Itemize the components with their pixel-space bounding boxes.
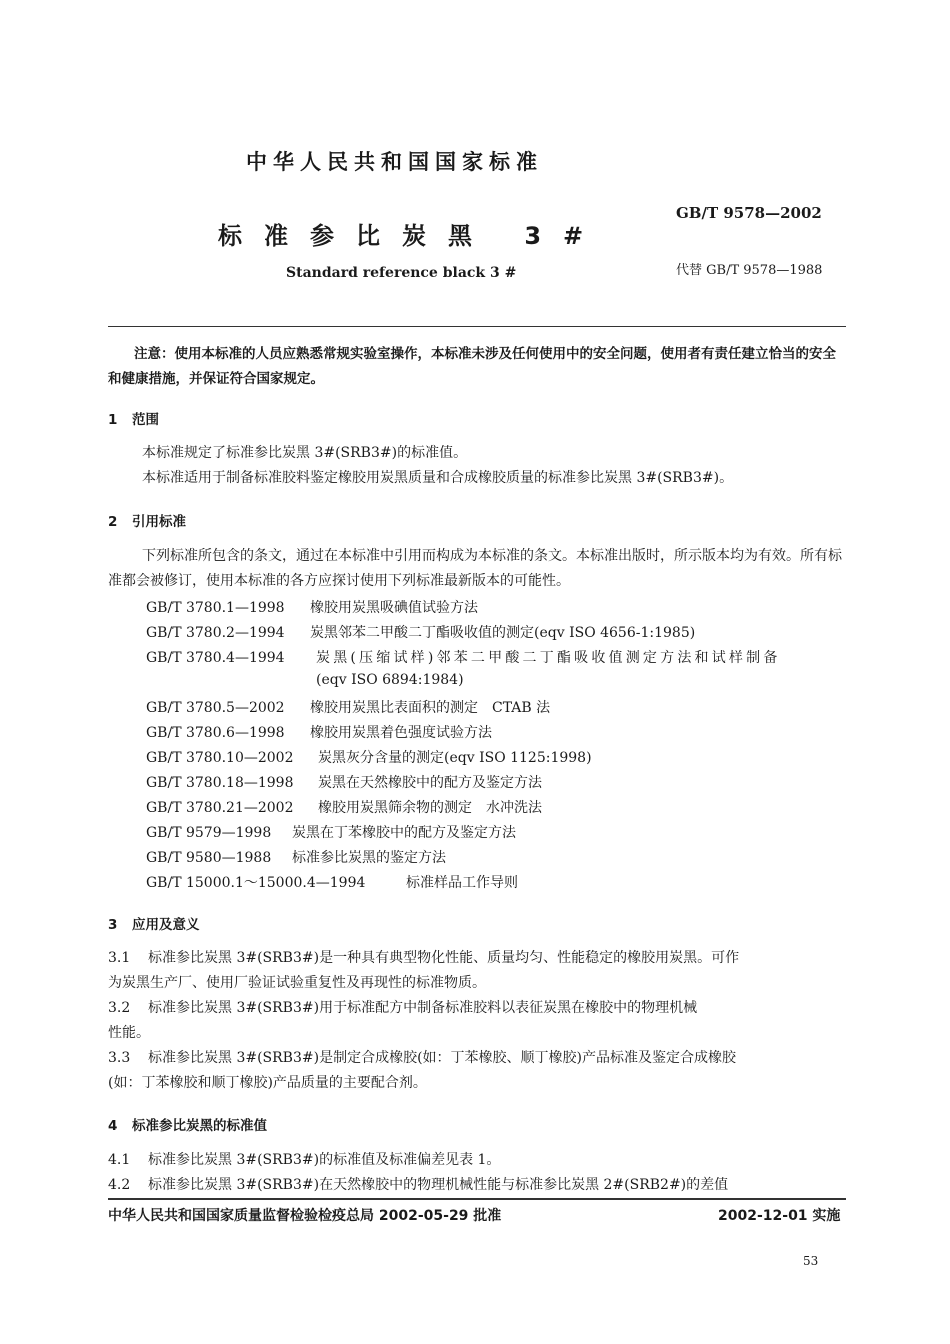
- clause-3-2-line-2: 性能。: [108, 1025, 150, 1041]
- reference-code: GB/T 3780.5—2002: [146, 700, 285, 716]
- reference-title: 炭黑在天然橡胶中的配方及鉴定方法: [318, 775, 542, 791]
- clause-number: 4.1: [108, 1152, 131, 1168]
- reference-code: GB/T 3780.1—1998: [146, 600, 285, 616]
- clause-number: 4.2: [108, 1177, 131, 1193]
- document-title-en: Standard reference black 3 #: [286, 265, 517, 281]
- section-4-heading: [108, 1114, 267, 1134]
- reference-code: GB/T 3780.6—1998: [146, 725, 285, 741]
- section-number: 2: [108, 514, 118, 530]
- reference-item: [146, 597, 478, 617]
- reference-code: GB/T 15000.1～15000.4—1994: [146, 875, 366, 891]
- reference-item: [146, 747, 592, 767]
- reference-item: [146, 847, 446, 867]
- section-2-heading: [108, 510, 186, 530]
- section-number: 3: [108, 917, 118, 933]
- reference-title-continued: (eqv ISO 6894:1984): [316, 672, 464, 688]
- reference-title: 橡胶用炭黑比表面积的测定 CTAB 法: [310, 700, 551, 716]
- clause-3-3-line-1: [108, 1047, 736, 1067]
- clause-text: 标准参比炭黑 3#(SRB3#)在天然橡胶中的物理机械性能与标准参比炭黑 2#(SRB2#)的差值: [148, 1177, 729, 1193]
- clause-text: 标准参比炭黑 3#(SRB3#)是制定合成橡胶(如：丁苯橡胶、顺丁橡胶)产品标准及鉴定合成橡胶: [148, 1050, 736, 1066]
- reference-title: 橡胶用炭黑着色强度试验方法: [310, 725, 492, 741]
- reference-item: [146, 622, 695, 642]
- reference-item: [146, 822, 516, 842]
- reference-title: 炭黑邻苯二甲酸二丁酯吸收值的测定(eqv ISO 4656-1:1985): [310, 625, 696, 641]
- reference-title: 标准参比炭黑的鉴定方法: [292, 850, 446, 866]
- header-rule: [108, 326, 846, 327]
- section-title: 标准参比炭黑的标准值: [132, 1118, 267, 1134]
- scope-line-1: 本标准规定了标准参比炭黑 3#(SRB3#)的标准值。: [142, 445, 468, 461]
- national-standard-heading: 中华人民共和国国家标准: [246, 150, 543, 174]
- reference-code: GB/T 3780.4—1994: [146, 650, 285, 666]
- standard-number: GB/T 9578—2002: [676, 204, 822, 222]
- clause-3-3-line-2: (如：丁苯橡胶和顺丁橡胶)产品质量的主要配合剂。: [108, 1075, 427, 1091]
- scope-line-2: 本标准适用于制备标准胶料鉴定橡胶用炭黑质量和合成橡胶质量的标准参比炭黑 3#(SRB3#)。: [142, 470, 734, 486]
- clause-number: 3.2: [108, 1000, 131, 1016]
- reference-item: [146, 797, 542, 817]
- reference-code: GB/T 9580—1988: [146, 850, 272, 866]
- reference-code: GB/T 3780.21—2002: [146, 800, 294, 816]
- clause-3-1-line-2: 为炭黑生产厂、使用厂验证试验重复性及再现性的标准物质。: [108, 975, 486, 991]
- safety-note: 注意：使用本标准的人员应熟悉常规实验室操作，本标准未涉及任何使用中的安全问题，使用者有责任建立恰当的安全和健康措施，并保证符合国家规定。: [108, 346, 836, 387]
- reference-item: [146, 872, 518, 892]
- clause-text: 标准参比炭黑 3#(SRB3#)是一种具有典型物化性能、质量均匀、性能稳定的橡胶用炭黑。可作: [148, 950, 740, 966]
- replaces-standard: 代替 GB/T 9578—1988: [676, 263, 823, 278]
- references-intro: 下列标准所包含的条文，通过在本标准中引用而构成为本标准的条文。本标准出版时，所示版本均为有效。所有标准都会被修订，使用本标准的各方应探讨使用下列标准最新版本的可能性。: [108, 548, 842, 589]
- section-1-heading: [108, 408, 159, 428]
- reference-code: GB/T 9579—1998: [146, 825, 272, 841]
- section-title: 引用标准: [132, 514, 186, 530]
- implementation-date: 2002-12-01 实施: [718, 1208, 841, 1224]
- section-3-heading: [108, 913, 200, 933]
- reference-title: 炭黑在丁苯橡胶中的配方及鉴定方法: [292, 825, 516, 841]
- section-title: 范围: [132, 412, 159, 428]
- reference-code: GB/T 3780.10—2002: [146, 750, 294, 766]
- clause-number: 3.1: [108, 950, 131, 966]
- reference-item: [146, 772, 542, 792]
- clause-4-2: [108, 1174, 728, 1194]
- reference-title: 橡胶用炭黑吸碘值试验方法: [310, 600, 478, 616]
- reference-title: 橡胶用炭黑筛余物的测定 水冲洗法: [318, 800, 542, 816]
- clause-3-1-line-1: [108, 947, 739, 967]
- clause-4-1: [108, 1149, 500, 1169]
- reference-item: [146, 647, 781, 667]
- clause-text: 标准参比炭黑 3#(SRB3#)的标准值及标准偏差见表 1。: [148, 1152, 501, 1168]
- reference-title: 标准样品工作导则: [406, 875, 518, 891]
- footer-rule: [108, 1198, 846, 1200]
- section-title: 应用及意义: [132, 917, 200, 933]
- reference-title: 炭黑(压缩试样)邻苯二甲酸二丁酯吸收值测定方法和试样制备: [316, 650, 781, 666]
- approval-statement: 中华人民共和国国家质量监督检验检疫总局 2002-05-29 批准: [108, 1208, 502, 1224]
- clause-3-2-line-1: [108, 997, 697, 1017]
- clause-text: 标准参比炭黑 3#(SRB3#)用于标准配方中制备标准胶料以表征炭黑在橡胶中的物理机械: [148, 1000, 698, 1016]
- section-number: 1: [108, 412, 118, 428]
- reference-code: GB/T 3780.2—1994: [146, 625, 285, 641]
- reference-code: GB/T 3780.18—1998: [146, 775, 294, 791]
- page-number: 53: [803, 1254, 819, 1268]
- document-title-cn: 标准参比炭黑 3#: [218, 222, 606, 250]
- reference-item: [146, 697, 550, 717]
- reference-item: [146, 722, 492, 742]
- clause-number: 3.3: [108, 1050, 131, 1066]
- section-number: 4: [108, 1118, 118, 1134]
- reference-title: 炭黑灰分含量的测定(eqv ISO 1125:1998): [318, 750, 592, 766]
